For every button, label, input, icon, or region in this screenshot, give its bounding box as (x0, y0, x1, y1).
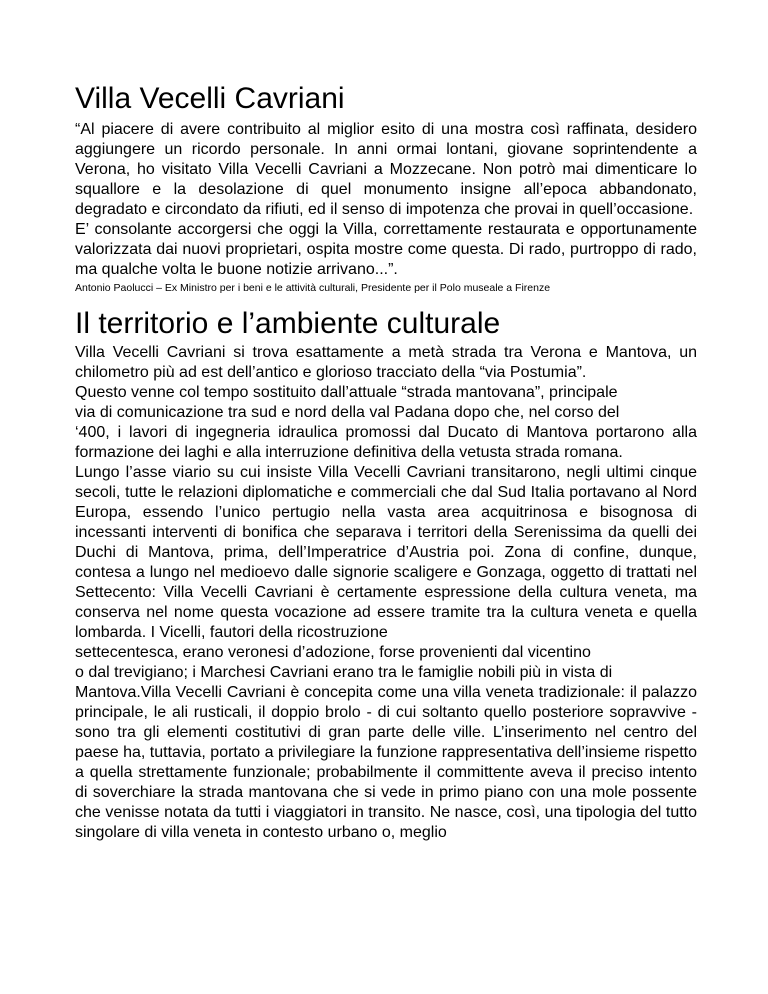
heading-territorio: Il territorio e l’ambiente culturale (75, 307, 501, 340)
body-paragraph-2-line-2: via di comunicazione tra sud e nord della val Padana dopo che, nel corso del (75, 404, 620, 421)
heading-villa: Villa Vecelli Cavriani (75, 82, 345, 115)
body-paragraph-3-line-3: o dal trevigiano; i Marchesi Cavriani erano tra le famiglie nobili più in vista di (75, 664, 613, 681)
body-paragraph-3: Lungo l’asse viario su cui insiste Villa Vecelli Cavriani transitarono, negli ultimi cinque secoli, tutte le relazioni diplomatiche e commerciali che dal Sud Italia portavano al Nord Europa, essendo l’unico pertugio nella vasta area acquitrinosa e bisognosa di incessanti interventi di bonifica che separava i territori della Serenissima da quelli dei Duchi di Mantova, prima, dell’Imperatrice d’Austria poi. Zona di confine, dunque, contesa a lungo nel medioevo dalle signorie scaligere e Gonzaga, oggetto di trattati nel Settecento: Villa Vecelli Cavriani è certamente espressione della cultura veneta, ma conserva nel nome questa vocazione ad essere tramite tra la cultura veneta e quella lombarda. I Vicelli, fautori della ricostruzione (75, 464, 697, 641)
quote-paragraph-2: E’ consolante accorgersi che oggi la Villa, correttamente restaurata e opportunamente valorizzata dai nuovi proprietari, ospita mostre come questa. Di rado, purtroppo di rado, ma qualche volta le buone notizie arrivano...”. (75, 221, 697, 278)
quote-paragraph-1: “Al piacere di avere contribuito al miglior esito di una mostra così raffinata, desidero aggiungere un ricordo personale. In anni ormai lontani, giovane soprintendente a Verona, ho visitato Villa Vecelli Cavriani a Mozzecane. Non potrò mai dimenticare lo squallore e la desolazione di quel monumento insigne all’epoca abbandonato, degradato e circondato da rifiuti, ed il senso di impotenza che provai in quell’occasione. (75, 121, 697, 218)
document-page (75, 82, 697, 843)
quote-credit: Antonio Paolucci – Ex Ministro per i beni e le attività culturali, Presidente per il Polo museale a Firenze (75, 282, 551, 294)
body-paragraph-2-rest: ‘400, i lavori di ingegneria idraulica promossi dal Ducato di Mantova portarono alla formazione dei laghi e alla interruzione definitiva della vetusta strada romana. (75, 424, 697, 461)
body-paragraph-1: Villa Vecelli Cavriani si trova esattamente a metà strada tra Verona e Mantova, un chilometro più ad est dell’antico e glorioso tracciato della “via Postumia”. (75, 344, 697, 381)
body-paragraph-2-line-1: Questo venne col tempo sostituito dall’attuale “strada mantovana”, principale (75, 384, 618, 401)
body-paragraph-4: Mantova.Villa Vecelli Cavriani è concepita come una villa veneta tradizionale: il palazzo principale, le ali rusticali, il doppio brolo - di cui soltanto quello posteriore sopravvive - sono tra gli elementi costitutivi di gran parte delle ville. L’inserimento nel centro del paese ha, tuttavia, portato a privilegiare la funzione rappresentativa dell’insieme rispetto a quella strettamente funzionale; probabilmente il committente aveva il preciso intento di soverchiare la strada mantovana che si vede in primo piano con una mole possente che venisse notata da tutti i viaggiatori in transito. Ne nasce, così, una tipologia del tutto singolare di villa veneta in contesto urbano o, meglio (75, 684, 697, 841)
body-paragraph-3-line-2: settecentesca, erano veronesi d’adozione, forse provenienti dal vicentino (75, 644, 591, 661)
